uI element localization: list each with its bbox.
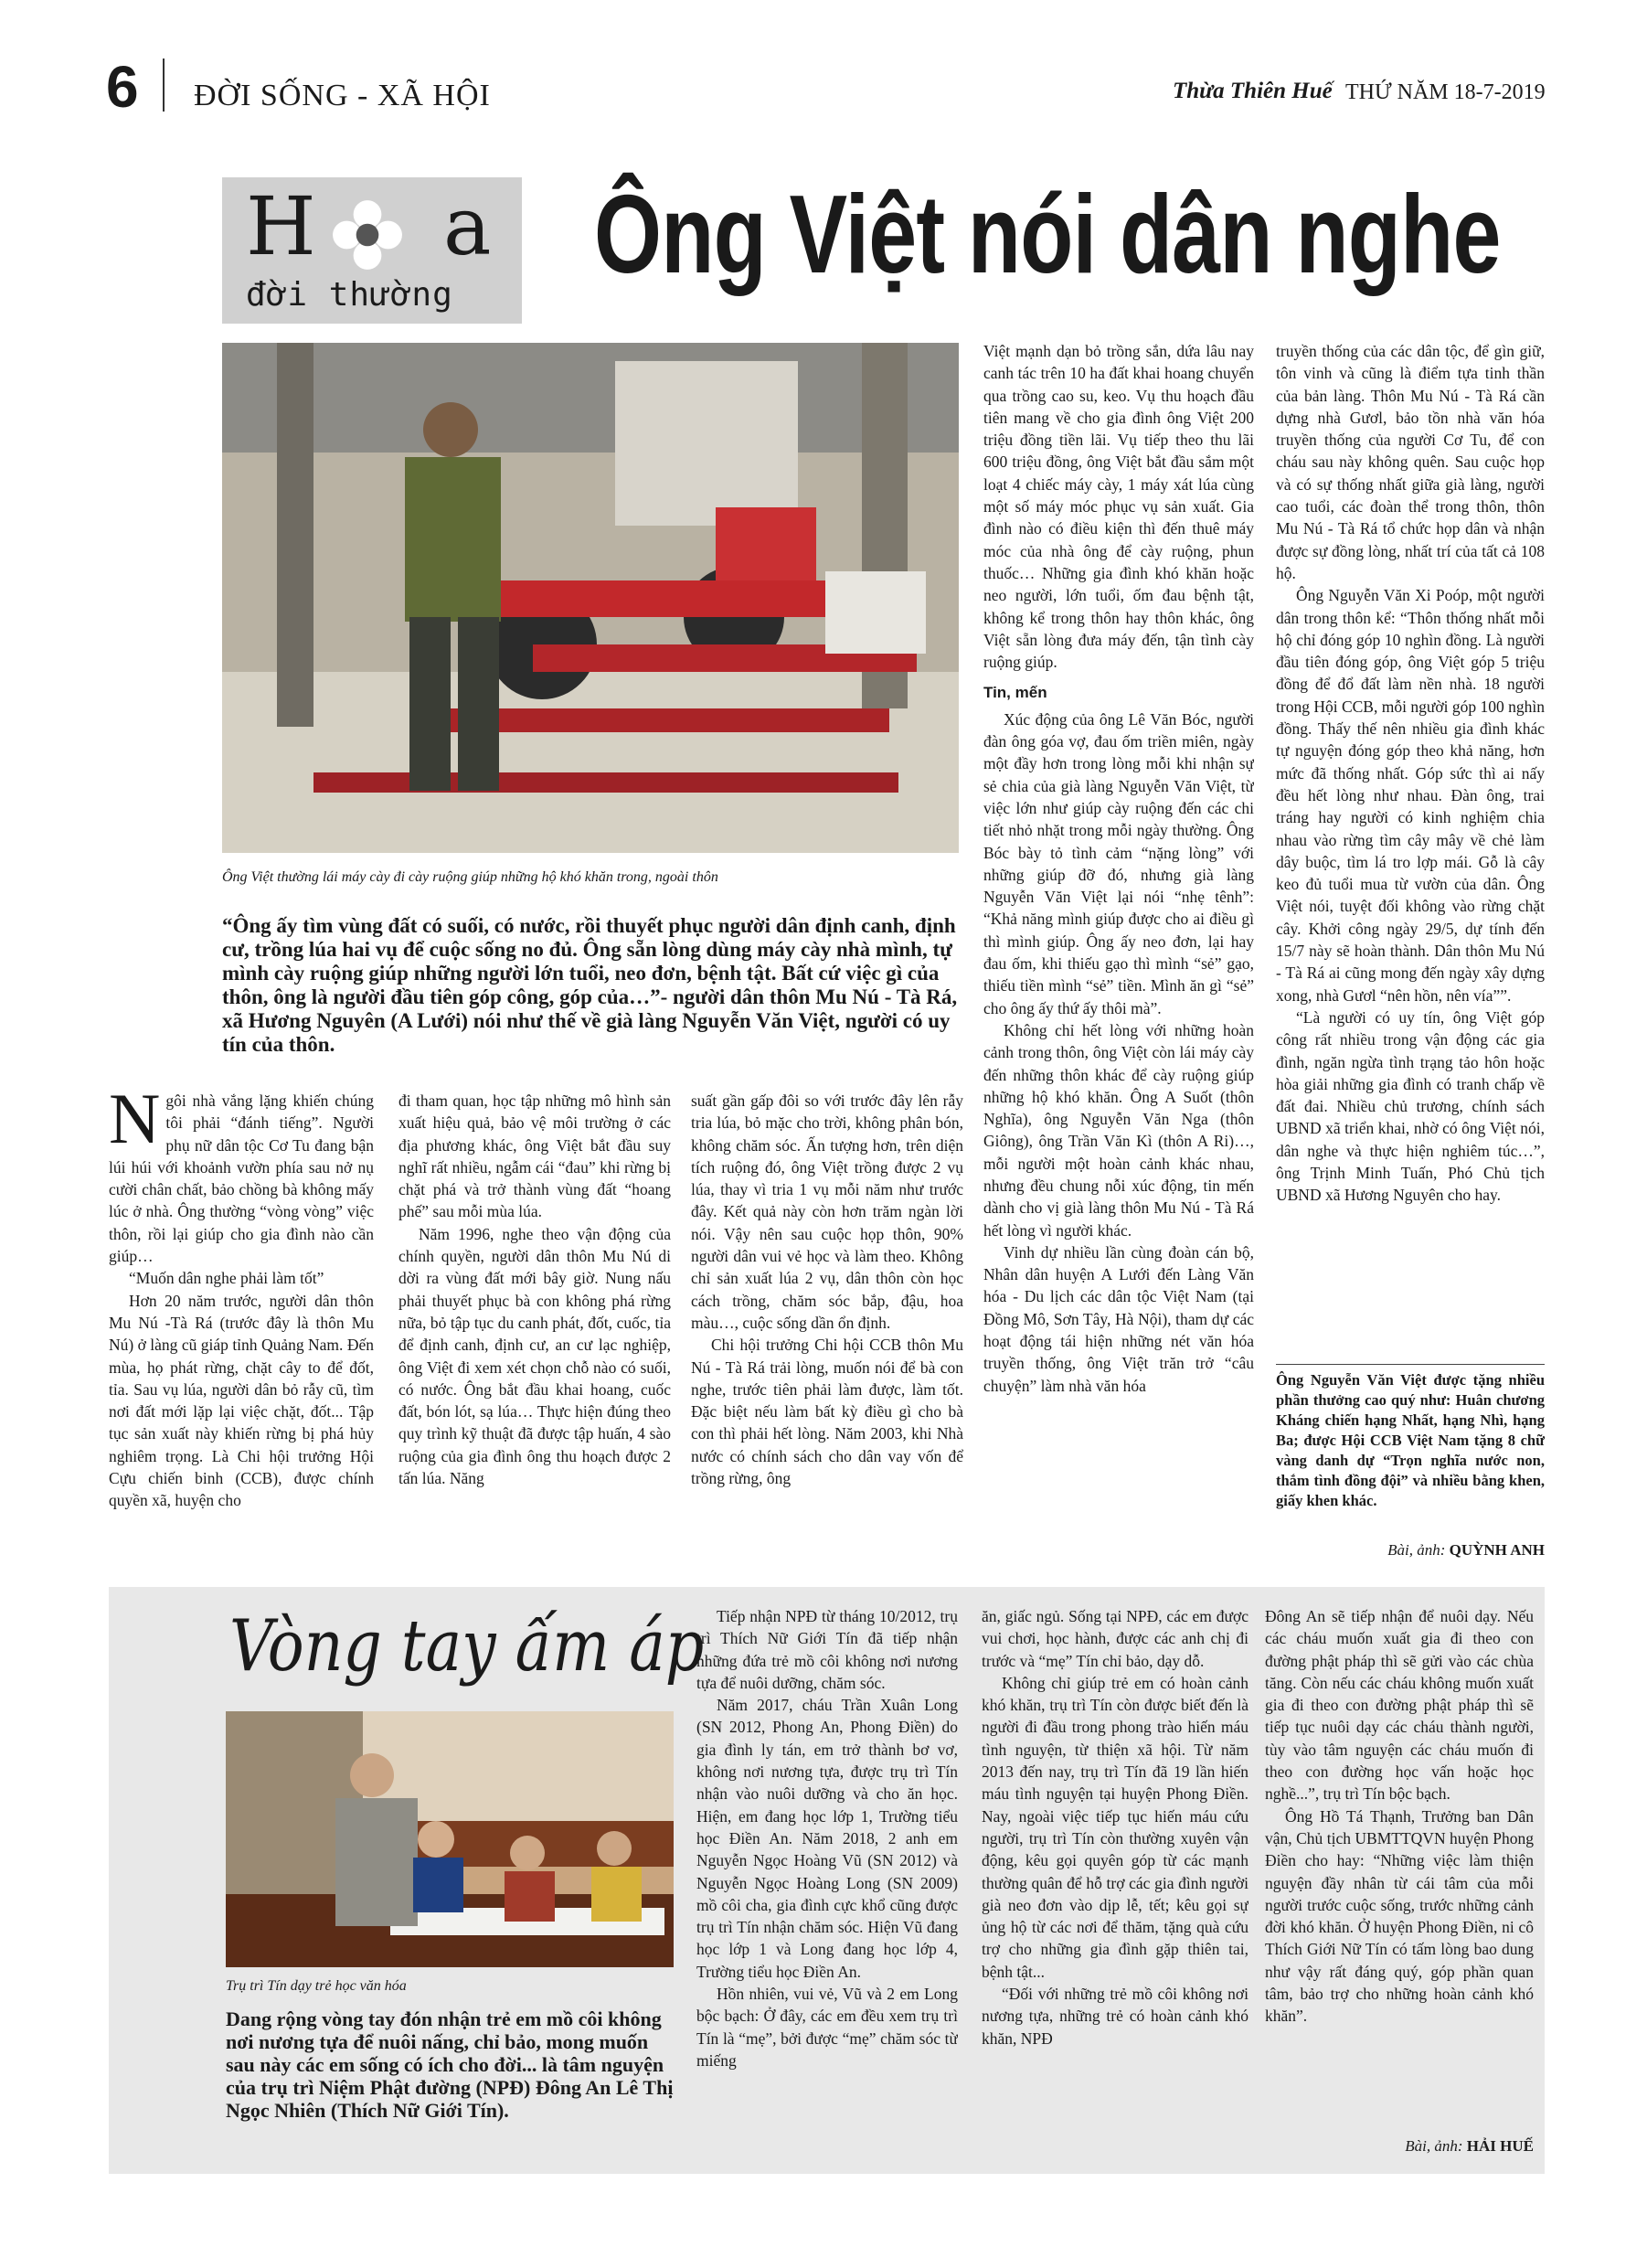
paragraph: Ông Nguyễn Văn Xi Poóp, một người dân trong thôn kể: “Thôn thống nhất mỗi hộ chỉ đóng góp 10 nghìn đồng. Là người đầu tiên đóng góp, ông Việt góp 5 triệu đồng để đổ đất làm nền nhà. 18 người trong Hội CCB, mỗi người góp 100 nghìn đồng. Thấy thế nên nhiều gia đình khác tự nguyện đóng góp theo khả năng, hơn mức đã thống nhất. Góp sức thì ai nấy đều hết lòng như nhau. Đàn ông, trai tráng hay người có kinh nghiệm chia nhau vào rừng tìm cây mây về chẻ làm dây buộc, tìm lá tro lợp mái. Gỗ là cây keo đủ tuổi mua từ vườn của dân. Ông Việt nói, tuyệt đối không vào rừng chặt cây. Khởi công ngày 29/5, dự tính đến 15/7 này sẽ hoàn thành. Dân thôn Mu Nú - Tà Rá ai cũng mong đến ngày xây dựng xong, nhà Gươl “nên hồn, nên vía””. <box>1276 586 1545 1005</box>
byline-2 <box>1265 2137 1534 2156</box>
paragraph: “Là người có uy tín, ông Việt góp công rất nhiều trong vận động các gia đình, ngăn ngừa tình trạng tảo hôn hoặc hòa giải những gia đình có tranh chấp về đất đai. Nhiều chủ trương, chính sách UBND xã triển khai, nhờ có ông Việt nói, dân nghe và thực hiện nghiêm túc…”, ông Trịnh Minh Tuấn, Phó Chủ tịch UBND xã Hương Nguyên cho hay. <box>1276 1007 1545 1205</box>
paragraph: Chi hội trưởng Chi hội CCB thôn Mu Nú - Tà Rá trải lòng, muốn nói để bà con nghe, trước tiên phải làm được, làm tốt. Đặc biệt nếu làm bất kỳ điều gì cho bà con thì phải hết lòng. Năm 2003, khi Nhà nước có chính sách cho dân vay vốn để trồng rừng, ông <box>691 1336 963 1488</box>
paragraph: Ông Hồ Tá Thạnh, Trưởng ban Dân vận, Chủ tịch UBMTTQVN huyện Phong Điền cho hay: “Những việc làm thiện nguyện đầy nhân từ cái tâm của mỗi người trước cuộc sống, trước những cảnh đời khó khăn. Ở huyện Phong Điền, ni cô Thích Giới Nữ Tín có tấm lòng bao dung như vậy rất đáng quý, góp phần quan tâm, bảo trợ cho những hoàn cảnh khó khăn”. <box>1265 1806 1534 2026</box>
article-2-column-2 <box>982 1605 1249 2163</box>
paragraph: truyền thống của các dân tộc, để gìn giữ, tôn vinh và cũng là điểm tựa tinh thần của bản làng. Thôn Mu Nú - Tà Rá cần dựng nhà Gươl, bảo tồn nhà văn hóa truyền thống của người Cơ Tu, để con cháu sau này không quên. Sau cuộc họp và có sự thống nhất giữa già làng, người cao tuổi, các đoàn thể trong thôn, thôn Mu Nú - Tà Rá tổ chức họp dân và nhận được sự đồng lòng, nhất trí của tất cả 108 hộ. <box>1276 342 1545 582</box>
paragraph: Không chỉ hết lòng với những hoàn cảnh trong thôn, ông Việt còn lái máy cày đến những thôn khác để cày ruộng giúp những hộ khó khăn. Ông A Suốt (thôn Nghĩa), ông Nguyễn Văn Nga (thôn Giông), ông Trần Văn Kì (thôn A Ri)…, mỗi người một hoàn cảnh khác nhau, nhưng đều chung nỗi xúc động, tin mến dành cho vị già làng thôn Mu Nú - Tà Rá hết lòng vì người khác. <box>983 1020 1254 1240</box>
paragraph: Năm 1996, nghe theo vận động của chính quyền, người dân thôn Mu Nú di dời ra vùng đất mới bây giờ. Nung nấu phải thuyết phục bà con không phá rừng nữa, bỏ tập tục du canh phát, đốt, cuốc, tỉa để định canh, định cư, an cư lạc nghiệp, ông Việt đi xem xét chọn chỗ nào có suối, có nước. Ông bắt đầu khai hoang, cuốc đất, bón lót, sạ lúa… Thực hiện đúng theo quy trình kỹ thuật đã được tập huấn, 4 sào ruộng của gia đình ông thu hoạch được 2 tấn lúa. Năng <box>398 1224 671 1488</box>
byline <box>1276 1541 1545 1560</box>
paragraph: Đông An sẽ tiếp nhận để nuôi dạy. Nếu các cháu muốn xuất gia đi theo con đường phật pháp thì sẽ gửi vào các chùa tăng. Còn nếu các cháu không muốn xuất gia đi theo con đường phật pháp thì sẽ tiếp tục nuôi dạy các cháu thành người, tùy vào tâm nguyện các cháu muốn đi theo con đường học vấn hoặc học nghề...”, trụ trì Tín bộc bạch. <box>1265 1607 1534 1804</box>
byline-label: Bài, ảnh: <box>1405 2137 1467 2155</box>
article-2-headline: Vòng tay ấm áp <box>229 1605 705 1688</box>
article-column-5 <box>1276 340 1545 1353</box>
paragraph: Việt mạnh dạn bỏ trồng sắn, dứa lâu nay canh tác trên 10 ha đất khai hoang chuyển qua trồng cao su, keo. Vụ thu hoạch đầu tiên mang về cho gia đình ông Việt 200 triệu đồng tiền lãi. Vụ tiếp theo thu lãi 600 triệu đồng, ông Việt bắt đầu sắm một loạt 4 chiếc máy cày, 1 máy xát lúa cùng một số máy móc phục vụ sản xuất. Gia đình nào có điều kiện thì đến thuê máy móc của nhà ông để cày ruộng, phun thuốc… Những gia đình khó khăn hoặc neo người, lớn tuổi, ốm đau bệnh tật, không kể trong thôn hay thôn khác, ông Việt sẵn lòng đưa máy đến, tận tình cày ruộng giúp. <box>983 342 1254 672</box>
hoa-doi-thuong-logo <box>222 177 522 324</box>
paragraph: gôi nhà vắng lặng khiến chúng tôi phải “đánh tiếng”. Người phụ nữ dân tộc Cơ Tu đang bận lúi húi với khoảnh vườn phía sau nở nụ cười chân chất, bảo chồng bà không mấy lúc ở nhà. Ông thường “vòng vòng” việc thôn, rồi lại giúp cho gia đình nào cần giúp… <box>109 1091 374 1266</box>
paragraph: Không chỉ giúp trẻ em có hoàn cảnh khó khăn, trụ trì Tín còn được biết đến là người đi đầu trong phong trào hiến máu tình nguyện, từ thiện xã hội. Từ năm 2013 đến nay, trụ trì Tín đã 19 lần hiến máu tình nguyện tại huyện Phong Điền. Nay, ngoài việc tiếp tục hiến máu cứu người, trụ trì Tín còn thường xuyên vận động, kêu gọi quyên góp từ các mạnh thường quân để hỗ trợ các gia đình người già neo đơn vào dịp lễ, tết; kêu gọi sự ủng hộ từ các nơi để thăm, tặng quà cứu trợ cho những gia đình gặp thiên tai, bệnh tật... <box>982 1673 1249 1981</box>
article-column-3 <box>691 1090 963 1565</box>
photo-caption-2: Trụ trì Tín dạy trẻ học văn hóa <box>226 1978 407 1994</box>
newspaper-name: Thừa Thiên Huế <box>1173 79 1333 103</box>
paragraph: “Muốn dân nghe phải làm tốt” <box>129 1269 324 1288</box>
paragraph: Tiếp nhận NPĐ từ tháng 10/2012, trụ trì Thích Nữ Giới Tín đã tiếp nhận những đứa trẻ mồ côi không nơi nương tựa để nuôi dưỡng, chăm sóc. <box>696 1607 958 1692</box>
paragraph: ăn, giấc ngủ. Sống tại NPĐ, các em được vui chơi, học hành, được các anh chị đi trước và “mẹ” Tín chỉ bảo, dạy dỗ. <box>982 1607 1249 1670</box>
photo-illustration <box>222 343 959 853</box>
paragraph: Vinh dự nhiều lần cùng đoàn cán bộ, Nhân dân huyện A Lưới đến Làng Văn hóa - Du lịch các dân tộc Việt Nam (tại Đồng Mô, Sơn Tây, Hà Nội), tham dự các hoạt động tái hiện những nét văn hóa truyền thống, ông Việt trăn trở “câu chuyện” làm nhà văn hóa <box>983 1242 1254 1395</box>
byline-author: QUỲNH ANH <box>1449 1541 1545 1559</box>
article-lead: “Ông ấy tìm vùng đất có suối, có nước, rồi thuyết phục người dân định canh, định cư, trồng lúa hai vụ để cuộc sống no đủ. Ông sẵn lòng dùng máy cày nhà mình, tự mình cày ruộng giúp những người lớn tuổi, neo đơn, bệnh tật. Bất cứ việc gì của thôn, ông là người đầu tiên góp công, góp của…”- người dân thôn Mu Nú - Tà Rá, xã Hương Nguyên (A Lưới) nói như thế về già làng Nguyễn Văn Việt, người có uy tín của thôn. <box>222 914 958 1056</box>
article-2-column-1 <box>696 1605 958 2163</box>
photo-illustration <box>226 1711 674 1967</box>
award-note: Ông Nguyễn Văn Việt được tặng nhiều phần thưởng cao quý như: Huân chương Kháng chiến hạng Nhất, hạng Nhì, hạng Ba; được Hội CCB Việt Nam tặng 8 chữ vàng danh dự “Trọn nghĩa nước non, thắm tình đồng đội” và nhiều bằng khen, giấy khen khác. <box>1276 1364 1545 1511</box>
paragraph: đi tham quan, học tập những mô hình sản xuất hiệu quả, bảo vệ môi trường ở các địa phương khác, ông Việt bắt đầu suy nghĩ rất nhiều, ngẫm cái “đau” khi rừng bị chặt phá và trở thành vùng đất “hoang phế” sau mỗi mùa lúa. <box>398 1091 671 1221</box>
page-number: 6 <box>106 54 139 120</box>
paragraph: suất gần gấp đôi so với trước đây lên rẫy tria lúa, bỏ mặc cho trời, không phân bón, không chăm sóc. Ấn tượng hơn, trên diện tích ruộng đó, ông Việt trồng được 2 vụ lúa, thay vì tria 1 vụ mỗi năm như trước đây. Kết quả này còn hơn trăm ngàn lời nói. Vậy nên sau cuộc họp thôn, 90% người dân vui vẻ học và làm theo. Không chỉ sản xuất lúa 2 vụ, dân thôn còn học cách trồng, chăm sóc bắp, đậu, hoa màu…, cuộc sống dần ổn định. <box>691 1091 963 1332</box>
flower-icon <box>330 197 405 272</box>
drop-cap: N <box>109 1090 161 1158</box>
paragraph: Hồn nhiên, vui vẻ, Vũ và 2 em Long bộc bạch: Ở đây, các em đều xem trụ trì Tín là “mẹ”, bởi được “mẹ” chăm sóc từ miếng <box>696 1985 958 2070</box>
article-column-4 <box>983 340 1254 1570</box>
logo-letter-a: a <box>443 179 492 273</box>
byline-label: Bài, ảnh: <box>1387 1541 1450 1559</box>
paragraph: “Đối với những trẻ mồ côi không nơi nương tựa, những trẻ có hoàn cảnh khó khăn, NPĐ <box>982 1985 1249 2048</box>
paragraph: Năm 2017, cháu Trần Xuân Long (SN 2012, Phong An, Phong Điền) do gia đình ly tán, em trở thành bơ vơ, không nơi nương tựa, được trụ trì Tín nhận vào nuôi dưỡng và cho ăn học. Hiện, em đang học lớp 1, Trường tiểu học Điền An. Năm 2018, 2 anh em Nguyễn Ngọc Hoàng Vũ (SN 2012) và Nguyễn Ngọc Hoàng Long (SN 2009) mồ côi cha, gia đình cực khổ cũng được trụ trì Tín nhận chăm sóc. Hiện Vũ đang học lớp 1 và Long đang học lớp 4, Trường tiểu học Điền An. <box>696 1696 958 1981</box>
tractor-photo <box>222 343 959 853</box>
article-headline: Ông Việt nói dân nghe <box>594 172 1501 296</box>
issue-date: THỨ NĂM 18-7-2019 <box>1345 80 1546 104</box>
section-title: ĐỜI SỐNG - XÃ HỘI <box>194 79 491 112</box>
byline-author: HẢI HUẾ <box>1466 2137 1534 2155</box>
paragraph: Xúc động của ông Lê Văn Bóc, người đàn ông góa vợ, đau ốm triền miên, ngày một đầy hơn trong lòng mỗi khi nhận sự sẻ chia của già làng Nguyễn Văn Việt, từ việc lớn như giúp cày ruộng đến các chi tiết nhỏ nhặt trong mỗi ngày thường. Ông Bóc bày tỏ tình cảm “nặng lòng” với những giúp đỡ đó, nhưng già làng Nguyễn Văn Việt lại nói “nhẹ tênh”: “Khả năng mình giúp được cho ai điều gì thì mình giúp. Ông ấy neo đơn, lại hay đau ốm, khi thiếu gạo thì mình “sẻ” gạo, thiếu tiền mình “sẻ” tiền. Mình ăn gì “sẻ” cho ông ấy thứ ấy thôi mà”. <box>983 709 1254 1017</box>
classroom-photo <box>226 1711 674 1967</box>
article-2-lead: Dang rộng vòng tay đón nhận trẻ em mồ côi không nơi nương tựa để nuôi nấng, chỉ bảo, mong muốn sau này các em sống có ích cho đời... là tâm nguyện của trụ trì Niệm Phật đường (NPĐ) Đông An Lê Thị Ngọc Nhiên (Thích Nữ Giới Tín). <box>226 2007 674 2122</box>
article-column-2 <box>398 1090 671 1565</box>
header-divider <box>163 59 165 112</box>
article-2-column-3 <box>1265 1605 1534 2135</box>
logo-letter-h: H <box>246 179 316 273</box>
paragraph: Hơn 20 năm trước, người dân thôn Mu Nú -Tà Rá (trước đây là thôn Mu Nú) ở làng cũ giáp tỉnh Quảng Nam. Đến mùa, họ phát rừng, chặt cây to để đốt, tỉa. Sau vụ lúa, người dân bỏ rẫy cũ, tìm nơi đất mới lặp lại việc chặt, đốt... Tập tục sản xuất này khiến rừng bị phá hủy nghiêm trọng. Là Chi hội trưởng Hội Cựu chiến binh (CCB), được chính quyền xã, huyện cho <box>109 1291 374 1510</box>
photo-caption: Ông Việt thường lái máy cày đi cày ruộng giúp những hộ khó khăn trong, ngoài thôn <box>222 869 718 885</box>
subheading: Tin, mến <box>983 684 1047 702</box>
article-column-1 <box>109 1090 374 1565</box>
logo-subtitle: đời thường <box>246 276 453 314</box>
